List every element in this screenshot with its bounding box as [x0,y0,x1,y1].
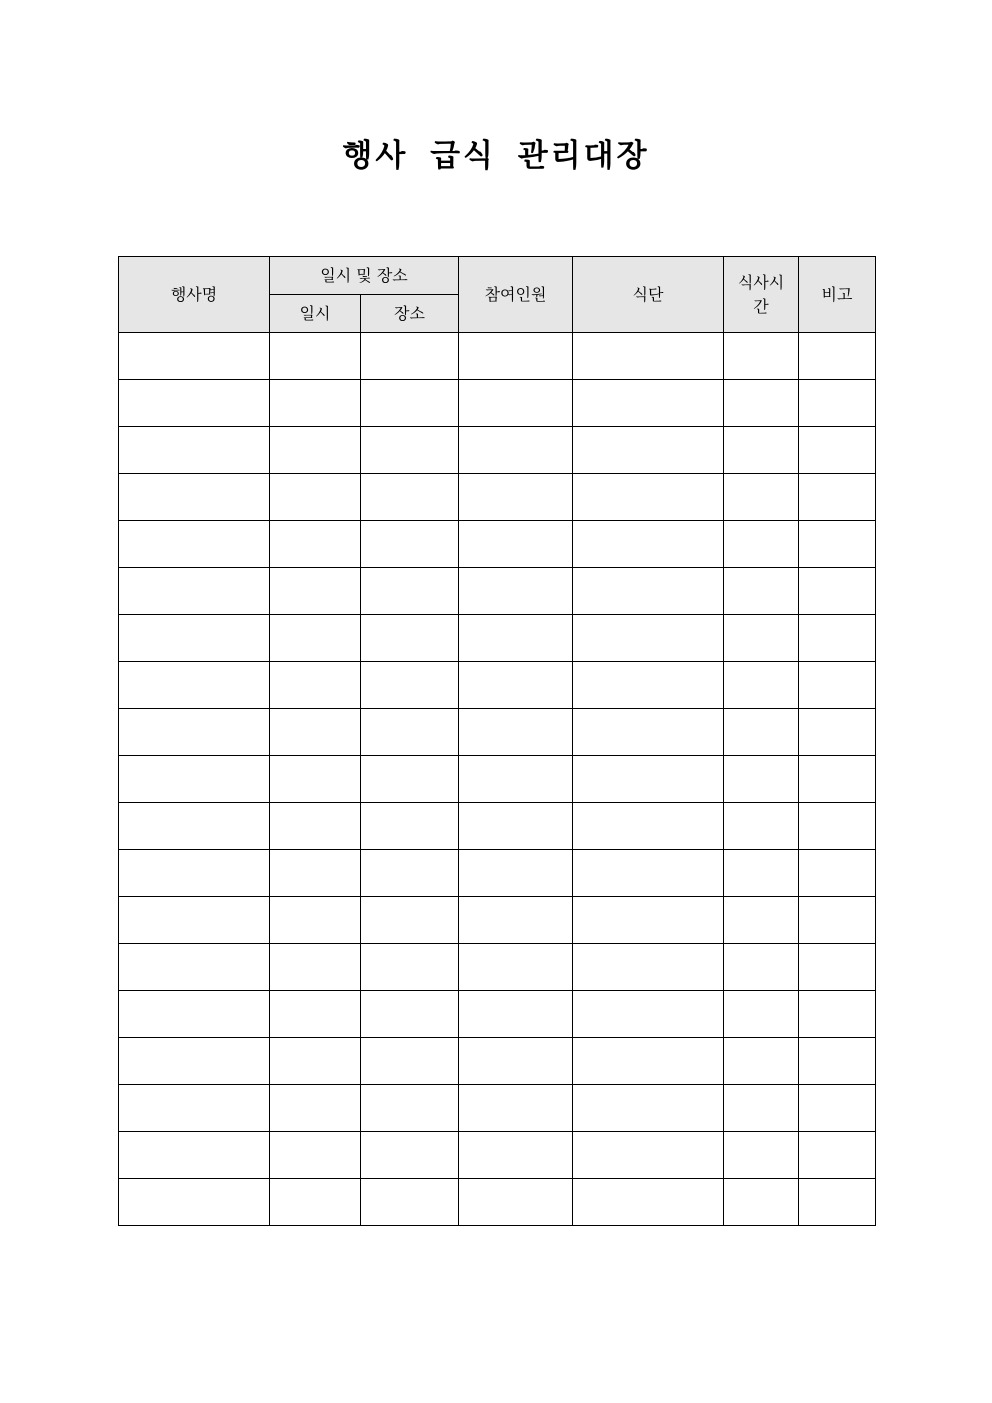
cell-remarks[interactable] [799,615,876,662]
cell-participants[interactable] [459,756,573,803]
cell-datetime[interactable] [270,991,361,1038]
document-title: 행사 급식 관리대장 [342,138,650,174]
cell-place[interactable] [361,897,459,944]
cell-meal-time[interactable] [724,615,799,662]
header-menu: 식단 [573,257,724,333]
cell-place[interactable] [361,474,459,521]
cell-participants[interactable] [459,615,573,662]
cell-place[interactable] [361,662,459,709]
cell-datetime[interactable] [270,521,361,568]
cell-place[interactable] [361,1085,459,1132]
cell-remarks[interactable] [799,568,876,615]
meal-management-table [118,256,876,1226]
cell-meal-time[interactable] [724,474,799,521]
header-remarks: 비고 [799,257,876,333]
cell-meal-time[interactable] [724,1085,799,1132]
cell-event-name[interactable] [119,709,270,756]
cell-event-name[interactable] [119,333,270,380]
cell-remarks[interactable] [799,1179,876,1226]
table-row [119,427,876,474]
cell-menu[interactable] [573,850,724,897]
cell-participants[interactable] [459,709,573,756]
cell-event-name[interactable] [119,803,270,850]
table-row [119,1132,876,1179]
cell-meal-time[interactable] [724,1179,799,1226]
cell-event-name[interactable] [119,1132,270,1179]
table-row [119,709,876,756]
cell-participants[interactable] [459,803,573,850]
cell-event-name[interactable] [119,474,270,521]
cell-datetime[interactable] [270,474,361,521]
cell-menu[interactable] [573,662,724,709]
cell-participants[interactable] [459,333,573,380]
cell-datetime[interactable] [270,709,361,756]
cell-event-name[interactable] [119,427,270,474]
cell-remarks[interactable] [799,803,876,850]
cell-event-name[interactable] [119,944,270,991]
table-body [119,333,876,1226]
cell-event-name[interactable] [119,615,270,662]
cell-meal-time[interactable] [724,991,799,1038]
cell-place[interactable] [361,803,459,850]
cell-menu[interactable] [573,568,724,615]
cell-participants[interactable] [459,380,573,427]
table-row [119,944,876,991]
cell-event-name[interactable] [119,1179,270,1226]
table-row [119,1085,876,1132]
cell-place[interactable] [361,1179,459,1226]
cell-remarks[interactable] [799,897,876,944]
cell-menu[interactable] [573,474,724,521]
cell-participants[interactable] [459,1085,573,1132]
header-datetime-place-group: 일시 및 장소 [270,257,459,295]
cell-meal-time[interactable] [724,1132,799,1179]
cell-place[interactable] [361,944,459,991]
cell-event-name[interactable] [119,1085,270,1132]
cell-meal-time[interactable] [724,944,799,991]
cell-datetime[interactable] [270,333,361,380]
cell-menu[interactable] [573,333,724,380]
table-row [119,380,876,427]
cell-participants[interactable] [459,474,573,521]
cell-menu[interactable] [573,897,724,944]
cell-datetime[interactable] [270,568,361,615]
header-participants: 참여인원 [459,257,573,333]
cell-event-name[interactable] [119,756,270,803]
cell-meal-time[interactable] [724,380,799,427]
cell-menu[interactable] [573,1132,724,1179]
cell-datetime[interactable] [270,803,361,850]
cell-menu[interactable] [573,521,724,568]
table-row [119,897,876,944]
cell-datetime[interactable] [270,756,361,803]
cell-menu[interactable] [573,803,724,850]
cell-meal-time[interactable] [724,427,799,474]
cell-remarks[interactable] [799,1085,876,1132]
cell-remarks[interactable] [799,1132,876,1179]
table-row [119,521,876,568]
header-datetime: 일시 [270,295,361,333]
table-row [119,803,876,850]
cell-remarks[interactable] [799,474,876,521]
cell-event-name[interactable] [119,662,270,709]
cell-place[interactable] [361,333,459,380]
cell-remarks[interactable] [799,756,876,803]
cell-meal-time[interactable] [724,521,799,568]
header-event-name: 행사명 [119,257,270,333]
cell-datetime[interactable] [270,1179,361,1226]
cell-meal-time[interactable] [724,568,799,615]
cell-place[interactable] [361,1132,459,1179]
cell-event-name[interactable] [119,380,270,427]
cell-remarks[interactable] [799,991,876,1038]
cell-event-name[interactable] [119,850,270,897]
cell-menu[interactable] [573,427,724,474]
cell-event-name[interactable] [119,1038,270,1085]
table-row [119,568,876,615]
cell-participants[interactable] [459,662,573,709]
cell-participants[interactable] [459,521,573,568]
cell-place[interactable] [361,991,459,1038]
table-row [119,756,876,803]
table-row [119,1179,876,1226]
cell-place[interactable] [361,615,459,662]
cell-event-name[interactable] [119,991,270,1038]
cell-datetime[interactable] [270,662,361,709]
cell-meal-time[interactable] [724,1038,799,1085]
cell-place[interactable] [361,709,459,756]
cell-participants[interactable] [459,944,573,991]
cell-remarks[interactable] [799,380,876,427]
cell-place[interactable] [361,1038,459,1085]
cell-place[interactable] [361,521,459,568]
cell-meal-time[interactable] [724,709,799,756]
cell-remarks[interactable] [799,662,876,709]
cell-menu[interactable] [573,756,724,803]
cell-participants[interactable] [459,897,573,944]
cell-meal-time[interactable] [724,850,799,897]
cell-remarks[interactable] [799,944,876,991]
cell-place[interactable] [361,568,459,615]
cell-remarks[interactable] [799,333,876,380]
cell-event-name[interactable] [119,897,270,944]
cell-participants[interactable] [459,427,573,474]
cell-participants[interactable] [459,850,573,897]
table-row [119,850,876,897]
cell-datetime[interactable] [270,615,361,662]
table-row [119,474,876,521]
cell-place[interactable] [361,380,459,427]
cell-datetime[interactable] [270,850,361,897]
cell-datetime[interactable] [270,897,361,944]
cell-datetime[interactable] [270,380,361,427]
cell-participants[interactable] [459,1038,573,1085]
table-row [119,991,876,1038]
cell-remarks[interactable] [799,709,876,756]
cell-remarks[interactable] [799,1038,876,1085]
cell-datetime[interactable] [270,944,361,991]
cell-datetime[interactable] [270,1132,361,1179]
header-meal-time-label: 식사시간 [737,272,785,316]
cell-place[interactable] [361,850,459,897]
cell-meal-time[interactable] [724,803,799,850]
table-row [119,662,876,709]
cell-participants[interactable] [459,991,573,1038]
cell-place[interactable] [361,756,459,803]
cell-meal-time[interactable] [724,756,799,803]
table-row [119,1038,876,1085]
cell-datetime[interactable] [270,1085,361,1132]
cell-datetime[interactable] [270,427,361,474]
cell-menu[interactable] [573,944,724,991]
header-place: 장소 [361,295,459,333]
cell-datetime[interactable] [270,1038,361,1085]
cell-remarks[interactable] [799,850,876,897]
cell-meal-time[interactable] [724,662,799,709]
cell-menu[interactable] [573,1038,724,1085]
table-row [119,333,876,380]
cell-place[interactable] [361,427,459,474]
table-header [119,257,876,333]
cell-menu[interactable] [573,615,724,662]
cell-participants[interactable] [459,568,573,615]
cell-participants[interactable] [459,1179,573,1226]
cell-remarks[interactable] [799,427,876,474]
table-row [119,615,876,662]
cell-menu[interactable] [573,380,724,427]
header-meal-time [724,257,799,333]
cell-event-name[interactable] [119,521,270,568]
cell-event-name[interactable] [119,568,270,615]
cell-menu[interactable] [573,1085,724,1132]
cell-meal-time[interactable] [724,897,799,944]
cell-remarks[interactable] [799,521,876,568]
cell-participants[interactable] [459,1132,573,1179]
cell-menu[interactable] [573,991,724,1038]
cell-menu[interactable] [573,1179,724,1226]
cell-menu[interactable] [573,709,724,756]
cell-meal-time[interactable] [724,333,799,380]
